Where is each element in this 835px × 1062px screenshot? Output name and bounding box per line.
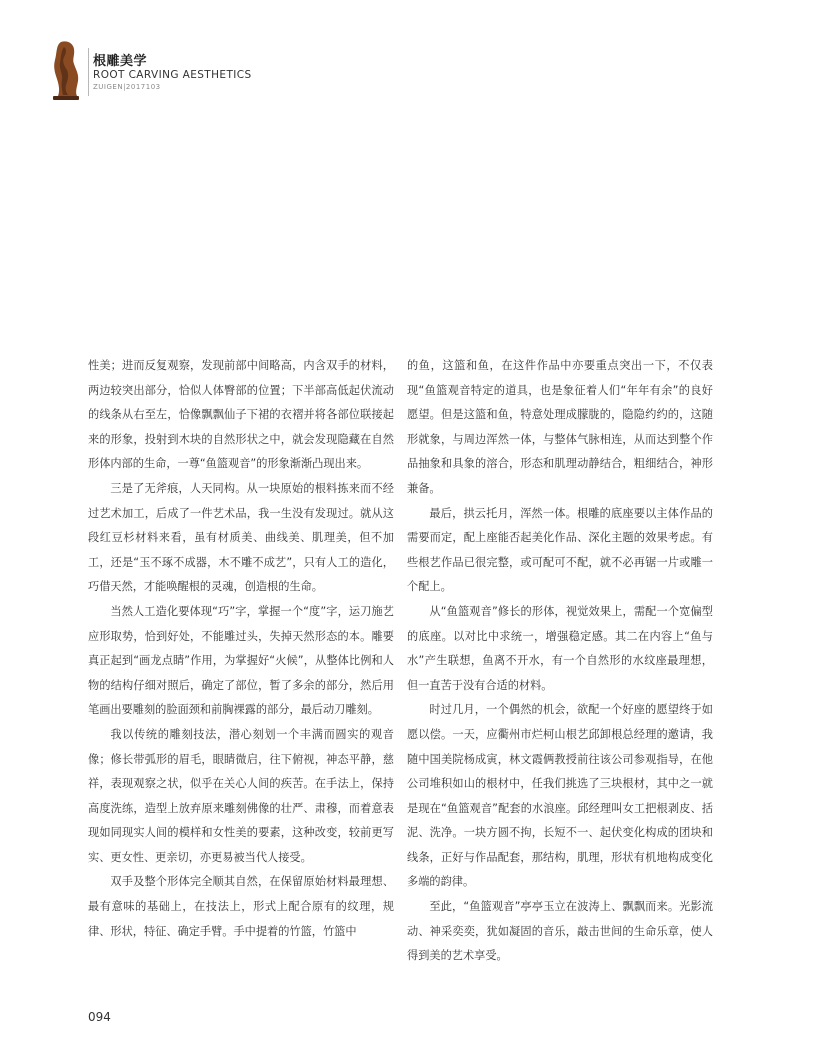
left-column — [88, 354, 394, 944]
paragraph: 双手及整个形体完全顺其自然，在保留原始材料最理想、最有意味的基础上，在技法上，形式上配合原有的纹理，规律、形状，特征、确定手臂。手中提着的竹篮，竹篮中 — [88, 875, 394, 938]
paragraph: 的鱼，这篮和鱼，在这件作品中亦要重点突出一下，不仅表现“鱼篮观音特定的道具，也是象征着人们“年年有余”的良好愿望。但是这篮和鱼，特意处理成朦胧的，隐隐约约的，这随形就象，与周边浑然一体，与整体气脉相连，从而达到整个作品抽象和具象的溶合，形态和肌理动静结合，粗细结合，神形兼备。 — [407, 359, 713, 495]
paragraph: 最后，拱云托月，浑然一体。根雕的底座要以主体作品的需要而定，配上座能否起美化作品、深化主题的效果考虑。有些根艺作品已很完整，或可配可不配，就不必再锯一片或雕一个配上。 — [407, 506, 713, 594]
paragraph: 从“鱼篮观音”修长的形体，视觉效果上，需配一个宽偏型的底座。以对比中求统一，增强稳定感。其二在内容上“鱼与水”产生联想，鱼离不开水，有一个自然形的水纹座最理想，但一直苦于没有合适的材料。 — [407, 604, 713, 692]
right-column — [407, 354, 713, 969]
root-carving-logo — [48, 40, 82, 102]
column-title: 根雕美学 — [93, 54, 148, 69]
issue-code: ZUIGEN|2017103 — [93, 83, 161, 91]
paragraph: 当然人工造化要体现“巧”字，掌握一个“度”字，运刀施艺应形取势，恰到好处，不能雕过头，失掉天然形态的本。雕要真正起到“画龙点睛”作用，为掌握好“火候”，从整体比例和人物的结构仔细对照后，确定了部位，暂了多余的部分，然后用笔画出要雕刻的脸面颈和前胸裸露的部分，最后动刀雕刻。 — [88, 604, 394, 717]
paragraph: 我以传统的雕刻技法，潜心刻划一个丰满而圆实的观音像；修长带弧形的眉毛，眼睛微启，往下俯视，神态平静，慈祥，表现观察之状，似乎在关心人间的疾苦。在手法上，保持高度洗练，造型上放弃原来雕刻佛像的壮严、肃穆，而着意表现如同现实人间的模样和女性美的要素，这种改变，较前更写实、更女性、更亲切，亦更易被当代人接受。 — [88, 727, 394, 864]
paragraph: 至此，“鱼篮观音”亭亭玉立在波涛上、飘飘而来。光影流动、神采奕奕，犹如凝固的音乐，敲击世间的生命乐章，使人得到美的艺术享受。 — [407, 900, 713, 963]
page-header — [44, 38, 444, 106]
paragraph: 时过几月，一个偶然的机会，欲配一个好座的愿望终于如愿以偿。一天，应衢州市烂柯山根艺邱卸根总经理的邀请，我随中国美院杨成寅，林文霞俩教授前往该公司参观指导，在他公司堆积如山的根材中，任我们挑选了三块根材，其中之一就是现在“鱼篮观音”配套的水浪座。邱经理叫女工把根剥皮、括泥、洗净。一块方圆不拘，长短不一、起伏变化构成的团块和线条，正好与作品配套，那结构，肌理，形状有机地构成变化多端的韵律。 — [407, 703, 713, 889]
paragraph: 三是了无斧痕，人天同构。从一块原始的根料拣来而不经过艺术加工，后成了一件艺术品，我一生没有发现过。就从这段红豆杉材料来看，虽有材质美、曲线美、肌理美，但不加工，还是“玉不琢不成器，木不雕不成艺”，只有人工的造化，巧借天然，才能唤醒根的灵魂，创造根的生命。 — [88, 481, 394, 594]
header-divider — [88, 48, 89, 96]
column-subtitle: ROOT CARVING AESTHETICS — [93, 69, 252, 81]
page-number: 094 — [88, 1010, 111, 1024]
paragraph: 性美；进而反复观察，发现前部中间略高，内含双手的材料，两边较突出部分，恰似人体臀部的位置；下半部高低起伏流动的线条从右至左，恰像飘飘仙子下裙的衣褶并将各部位联接起来的形象，投射到木块的自然形状之中，就会发现隐藏在自然形体内部的生命，一尊“鱼篮观音”的形象渐渐凸现出来。 — [88, 359, 394, 471]
